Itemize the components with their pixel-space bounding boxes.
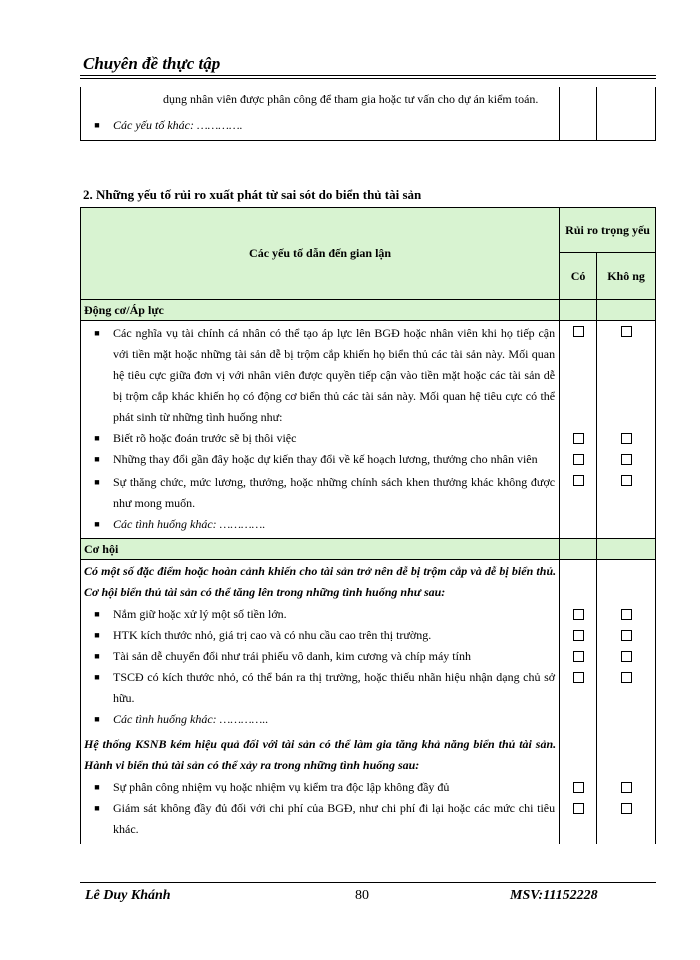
opportunity-group-title: Cơ hội — [81, 539, 560, 560]
list-item: Sự phân công nhiệm vụ hoặc nhiệm vụ kiểm tra độc lập không đầy đủ — [113, 780, 450, 794]
page-number: 80 — [355, 888, 369, 903]
bullet-icon: ■ — [94, 714, 100, 724]
footer-rule — [80, 882, 656, 883]
checkbox-no[interactable] — [621, 475, 632, 486]
checkbox-yes[interactable] — [573, 803, 584, 814]
section-title: 2. Những yếu tố rủi ro xuất phát từ sai sót do biển thủ tài sản — [83, 187, 422, 202]
checkbox-no[interactable] — [621, 782, 632, 793]
header-rule — [80, 75, 656, 76]
top-table — [80, 87, 656, 141]
bullet-icon: ■ — [94, 519, 100, 529]
list-item: Sự thăng chức, mức lương, thưởng, hoặc những chính sách khen thưởng khác không được như mong muốn. — [113, 475, 556, 510]
list-item: TSCĐ có kích thước nhỏ, có thể bán ra thị trường, hoặc thiếu nhãn hiệu nhận dạng chủ sở hữu. — [113, 670, 556, 705]
list-item: Biết rõ hoặc đoán trước sẽ bị thôi việc — [113, 431, 297, 445]
risk-table — [80, 207, 656, 844]
checkbox-no[interactable] — [621, 433, 632, 444]
checkbox-yes[interactable] — [573, 651, 584, 662]
bullet-icon: ■ — [94, 454, 100, 464]
list-item: Các nghĩa vụ tài chính cá nhân có thể tạo áp lực lên BGĐ hoặc nhân viên khi họ tiếp cận với tiền mặt hoặc những tài sản dễ bị trộm cắp khiến họ biển thủ các tài sản này. Mối quan hệ tiêu cực giữa đơn vị với nhân viên được quyền tiếp cận vào tiền mặt hoặc các tài sản dễ bị trộm cắp khác khiến họ có động cơ biển thủ các tài sản này. Mối quan hệ tiêu cực có thể phát sinh từ những tình huống như: — [113, 326, 556, 424]
bullet-icon: ■ — [94, 328, 100, 338]
list-item: Những thay đổi gần đây hoặc dự kiến thay đổi về kế hoạch lương, thưởng cho nhân viên — [113, 452, 538, 466]
col-risk-header: Rủi ro trọng yếu — [560, 208, 656, 253]
bullet-icon: ■ — [94, 609, 100, 619]
other-factors: Các yếu tố khác: …………. — [113, 118, 243, 132]
col-factors-header: Các yếu tố dẫn đến gian lận — [81, 208, 560, 300]
continued-text: dụng nhân viên được phân công để tham gia hoặc tư vấn cho dự án kiểm toán. — [163, 92, 539, 106]
bullet-icon: ■ — [94, 672, 100, 682]
checkbox-no[interactable] — [621, 672, 632, 683]
top-table-content — [81, 87, 560, 141]
checkbox-no[interactable] — [621, 630, 632, 641]
checkbox-yes[interactable] — [573, 326, 584, 337]
list-item: Tài sản dễ chuyển đổi như trái phiếu vô danh, kim cương và chíp máy tính — [113, 649, 471, 663]
list-item: Giám sát không đầy đủ đối với chi phí của BGĐ, như chi phí đi lại hoặc các mức chi tiêu khác. — [113, 801, 556, 836]
ksnb-intro: Hệ thống KSNB kém hiệu quả đối với tài sản có thể làm gia tăng khả năng biển thủ tài sản. Hành vi biển thủ tài sản có thể xảy ra trong những tình huống sau: — [81, 733, 560, 777]
header-rule-2 — [80, 78, 656, 79]
checkbox-yes[interactable] — [573, 782, 584, 793]
checkbox-no[interactable] — [621, 609, 632, 620]
checkbox-no[interactable] — [621, 651, 632, 662]
motive-group-title: Động cơ/Áp lực — [81, 300, 560, 321]
checkbox-yes[interactable] — [573, 672, 584, 683]
bullet-icon: ■ — [94, 433, 100, 443]
checkbox-yes[interactable] — [573, 609, 584, 620]
opportunity-intro: Có một số đặc điểm hoặc hoàn cảnh khiến cho tài sản trở nên dễ bị trộm cắp và dễ bị biển thủ. Cơ hội biển thủ tài sản có thể tăng lên trong những tình huống như sau: — [81, 560, 560, 605]
page-header-title: Chuyên đề thực tập — [83, 54, 221, 73]
col-no-header: Khô ng — [597, 253, 656, 300]
list-item: HTK kích thước nhỏ, giá trị cao và có nhu cầu cao trên thị trường. — [113, 628, 432, 642]
checkbox-no[interactable] — [621, 326, 632, 337]
bullet-icon: ■ — [94, 803, 100, 813]
checkbox-no[interactable] — [621, 803, 632, 814]
bullet-icon: ■ — [94, 120, 100, 130]
footer-author: Lê Duy Khánh — [85, 888, 171, 903]
bullet-icon: ■ — [94, 477, 100, 487]
other-situations: Các tình huống khác: ………….. — [113, 712, 269, 726]
checkbox-yes[interactable] — [573, 433, 584, 444]
bullet-icon: ■ — [94, 630, 100, 640]
bullet-icon: ■ — [94, 651, 100, 661]
other-situations: Các tình huống khác: …………. — [113, 517, 266, 531]
col-yes-header: Có — [560, 253, 597, 300]
bullet-icon: ■ — [94, 782, 100, 792]
checkbox-yes[interactable] — [573, 475, 584, 486]
checkbox-yes[interactable] — [573, 454, 584, 465]
checkbox-yes[interactable] — [573, 630, 584, 641]
checkbox-no[interactable] — [621, 454, 632, 465]
footer-student-id: MSV:11152228 — [510, 888, 598, 903]
list-item: Nắm giữ hoặc xử lý một số tiền lớn. — [113, 607, 287, 621]
